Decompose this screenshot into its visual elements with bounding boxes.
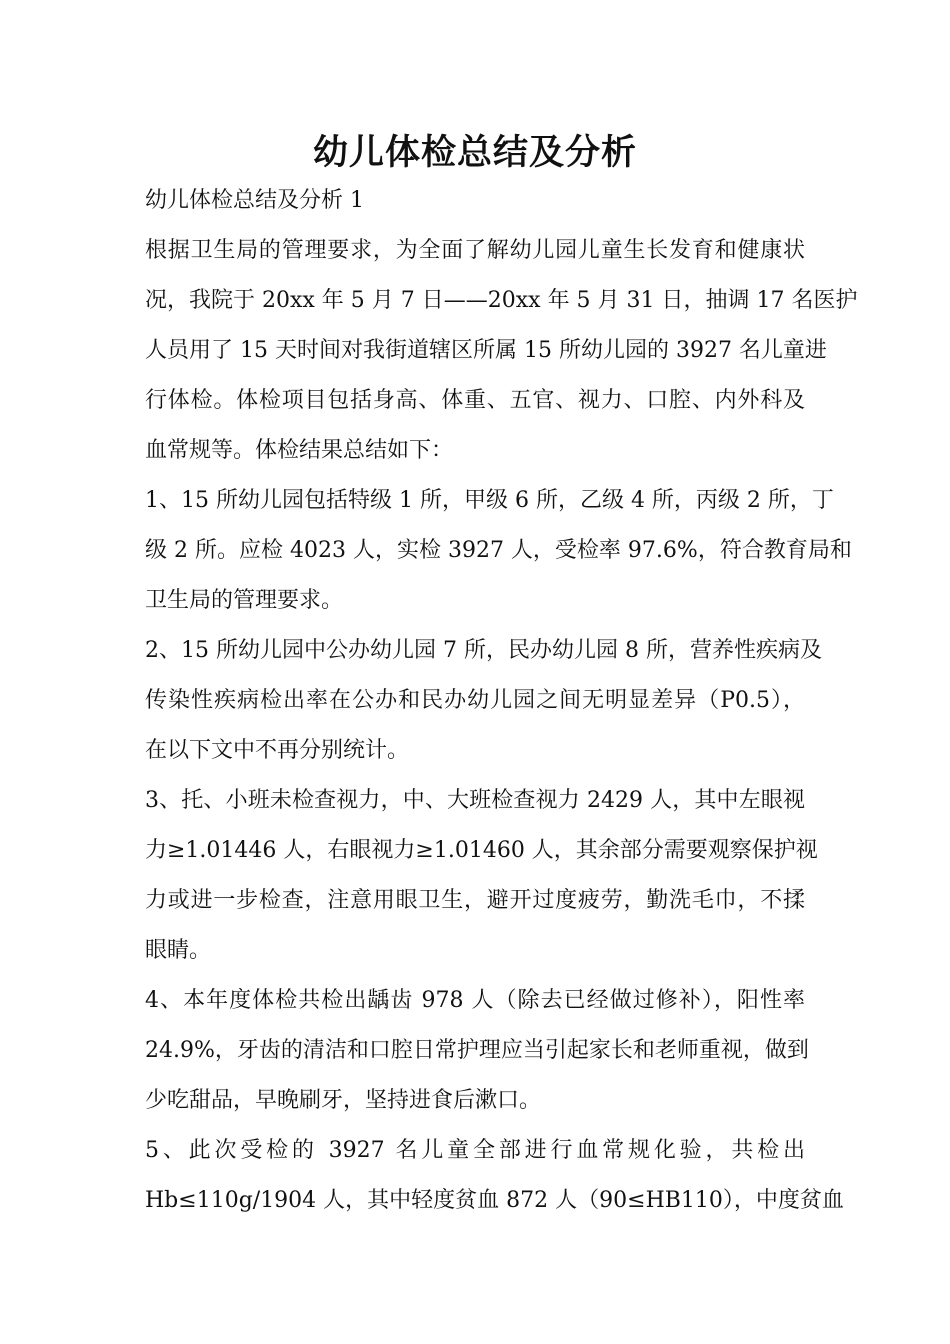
paragraph-line: 5、此次受检的 3927 名儿童全部进行血常规化验，共检出 xyxy=(145,1138,805,1163)
paragraph-line: 眼睛。 xyxy=(145,938,212,963)
paragraph-line: 24.9%，牙齿的清洁和口腔日常护理应当引起家长和老师重视，做到 xyxy=(145,1038,809,1063)
paragraph-line: 2、15 所幼儿园中公办幼儿园 7 所，民办幼儿园 8 所，营养性疾病及 xyxy=(145,638,822,663)
paragraph-line: 在以下文中不再分别统计。 xyxy=(145,738,410,763)
paragraph-line: 级 2 所。应检 4023 人，实检 3927 人，受检率 97.6%，符合教育局和 xyxy=(145,538,852,563)
paragraph-line: 行体检。体检项目包括身高、体重、五官、视力、口腔、内外科及 xyxy=(145,388,805,413)
section-subtitle: 幼儿体检总结及分析 1 xyxy=(145,188,364,213)
paragraph-line: 4、本年度体检共检出龋齿 978 人（除去已经做过修补），阳性率 xyxy=(145,988,805,1013)
paragraph-line: 人员用了 15 天时间对我街道辖区所属 15 所幼儿园的 3927 名儿童进 xyxy=(145,338,827,363)
paragraph-line: 况，我院于 20xx 年 5 月 7 日——20xx 年 5 月 31 日，抽调 17 名医护 xyxy=(145,288,858,313)
paragraph-line: 1、15 所幼儿园包括特级 1 所，甲级 6 所，乙级 4 所，丙级 2 所，丁 xyxy=(145,488,834,513)
document-title: 幼儿体检总结及分析 xyxy=(312,133,637,173)
paragraph-line: 力或进一步检查，注意用眼卫生，避开过度疲劳，勤洗毛巾，不揉 xyxy=(145,888,805,913)
paragraph-line: 3、托、小班未检查视力，中、大班检查视力 2429 人，其中左眼视 xyxy=(145,788,805,813)
paragraph-line: 传染性疾病检出率在公办和民办幼儿园之间无明显差异（P0.5）， xyxy=(145,688,805,713)
paragraph-line: 少吃甜品，早晚刷牙，坚持进食后漱口。 xyxy=(145,1088,542,1113)
paragraph-line: 根据卫生局的管理要求，为全面了解幼儿园儿童生长发育和健康状 xyxy=(145,238,805,263)
paragraph-line: 血常规等。体检结果总结如下： xyxy=(145,438,454,463)
paragraph-line: 力≥1.01446 人，右眼视力≥1.01460 人，其余部分需要观察保护视 xyxy=(145,838,818,863)
paragraph-line: Hb≤110g/1904 人，其中轻度贫血 872 人（90≤HB110），中度贫血 xyxy=(145,1188,844,1213)
paragraph-line: 卫生局的管理要求。 xyxy=(145,588,344,613)
